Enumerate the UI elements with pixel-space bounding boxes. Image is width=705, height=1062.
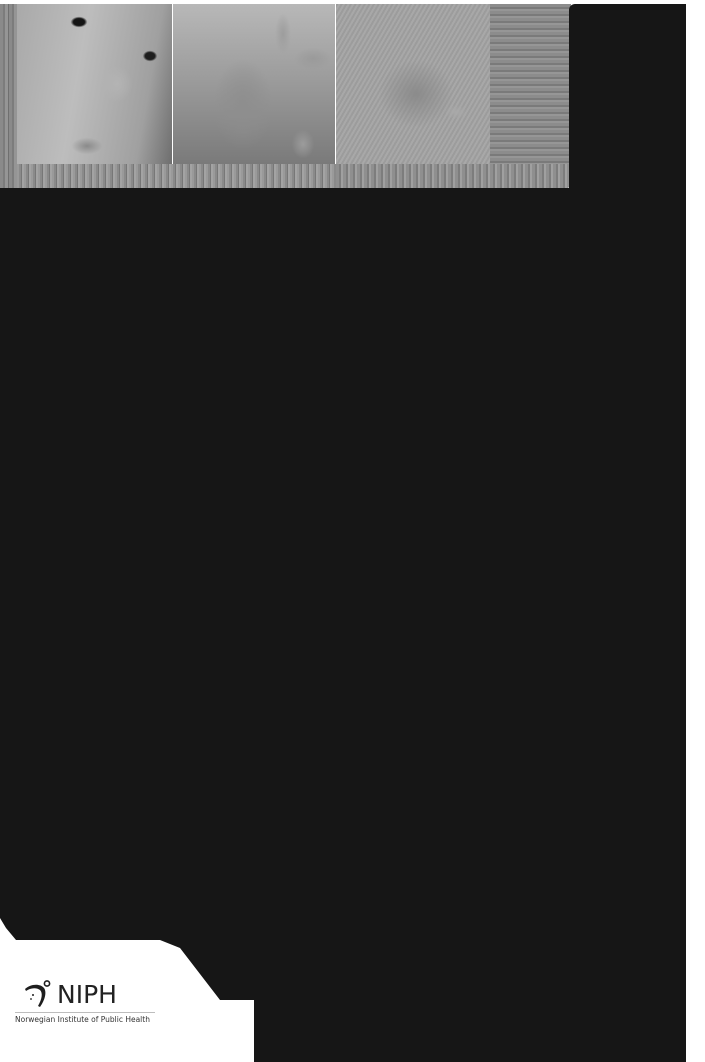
niph-swoosh-icon: [24, 980, 52, 1008]
redacted-cover-body: [0, 188, 686, 1062]
photo-edge-smear: [490, 4, 571, 164]
photo-baby-fist: [336, 4, 490, 164]
niph-wordmark: NIPH: [57, 980, 117, 1009]
logo-divider: [15, 1012, 155, 1013]
photo-edge-smear: [0, 4, 17, 189]
niph-logo: [15, 978, 157, 1030]
photo-baby-face: [17, 4, 172, 164]
cover-photo-strip: [0, 4, 571, 219]
photo-baby-hand: [173, 4, 335, 164]
institute-name: Norwegian Institute of Public Health: [15, 1015, 150, 1024]
redacted-title-panel: [569, 4, 686, 204]
